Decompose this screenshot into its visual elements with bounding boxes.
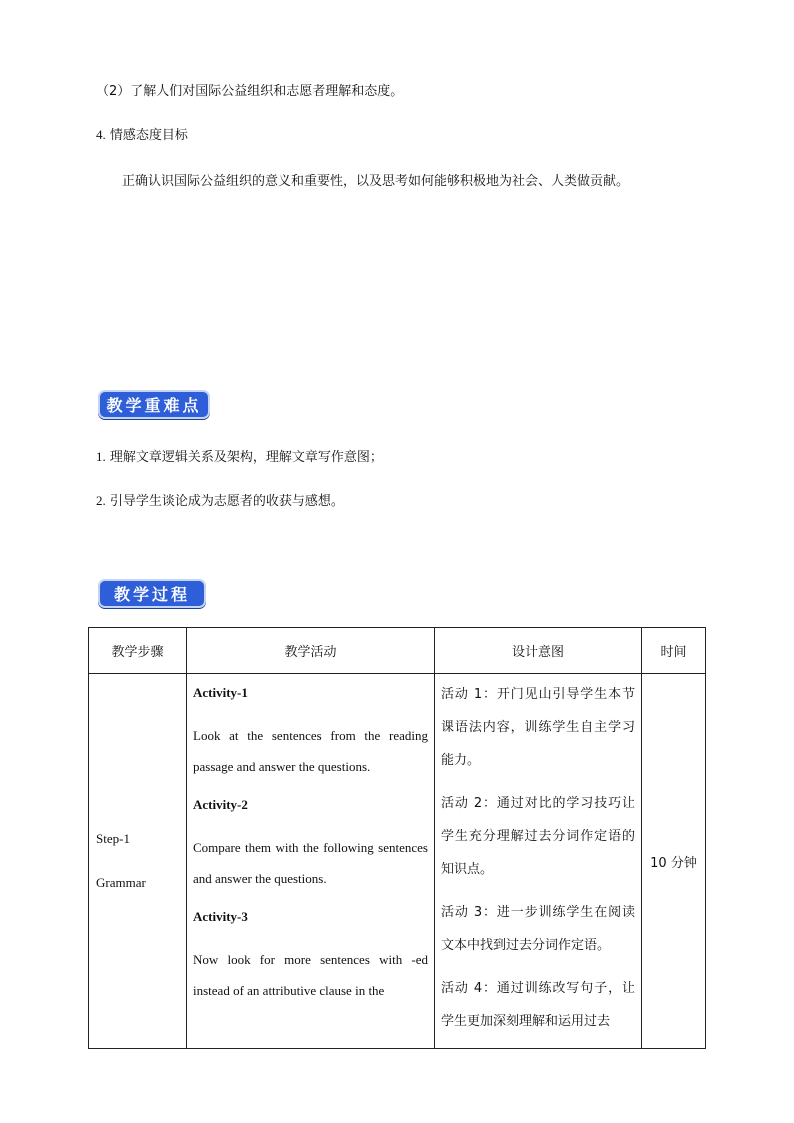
objective-paragraph: 正确认识国际公益组织的意义和重要性，以及思考如何能够积极地为社会、人类做贡献。	[122, 174, 630, 189]
intent-cell	[435, 674, 642, 1049]
key-point-2	[96, 490, 344, 509]
key-point-number: 2.	[96, 493, 106, 508]
activity-text: Compare them with the following sentences and answer the questions.	[193, 840, 428, 886]
key-point-text: 理解文章逻辑关系及架构，理解文章写作意图；	[109, 450, 383, 465]
intent-paragraph: 活动 3：进一步训练学生在阅读文本中找到过去分词作定语。	[441, 905, 635, 953]
header-intent: 设计意图	[435, 628, 642, 674]
table-row	[89, 674, 706, 1049]
header-step: 教学步骤	[89, 628, 187, 674]
key-point-text: 引导学生谈论成为志愿者的收获与感想。	[109, 494, 344, 509]
step-number: Step-1	[96, 831, 130, 846]
header-activity: 教学活动	[187, 628, 435, 674]
objective-heading-text: 情感态度目标	[109, 128, 188, 143]
objective-heading-number: 4.	[96, 127, 106, 142]
intent-paragraph: 活动 2：通过对比的学习技巧让学生充分理解过去分词作定语的知识点。	[441, 796, 635, 877]
key-point-1	[96, 446, 383, 465]
activity-heading: Activity-1	[193, 685, 248, 700]
objective-item-2: （2）了解人们对国际公益组织和志愿者理解和态度。	[96, 84, 404, 99]
section-badge-key-points: 教学重难点	[98, 390, 210, 419]
table-header-row	[89, 628, 706, 674]
activity-cell	[187, 674, 435, 1049]
activity-heading: Activity-3	[193, 909, 248, 924]
step-cell	[89, 674, 187, 1049]
section-badge-process: 教学过程	[98, 579, 206, 608]
activity-heading: Activity-2	[193, 797, 248, 812]
activity-text: Look at the sentences from the reading passage and answer the questions.	[193, 728, 428, 774]
header-time: 时间	[642, 628, 706, 674]
intent-paragraph: 活动 1：开门见山引导学生本节课语法内容，训练学生自主学习能力。	[441, 687, 635, 768]
key-point-number: 1.	[96, 449, 106, 464]
objective-heading-4	[96, 124, 188, 143]
intent-paragraph: 活动 4：通过训练改写句子，让学生更加深刻理解和运用过去	[441, 981, 635, 1029]
activity-text: Now look for more sentences with -ed instead of an attributive clause in the	[193, 952, 428, 998]
time-cell: 10 分钟	[642, 674, 706, 1049]
teaching-process-table	[88, 627, 706, 1049]
step-name: Grammar	[96, 875, 146, 890]
